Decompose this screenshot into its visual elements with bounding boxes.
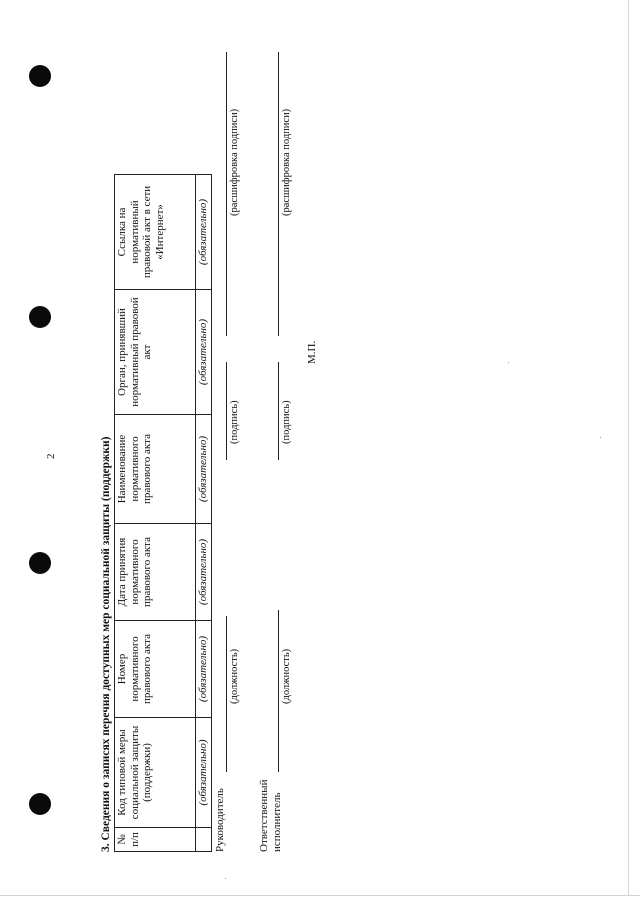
column-header: Номер нормативного правового акта <box>115 621 196 718</box>
table-cell: (обязательно) <box>196 718 212 828</box>
column-header: Орган, принявший нормативный правовой акт <box>115 290 196 415</box>
rotated-landscape-content <box>45 52 320 852</box>
head-signature-caption: (подпись) <box>229 400 240 444</box>
head-position-line <box>226 616 227 772</box>
table-row <box>196 175 212 852</box>
scan-speck <box>600 437 601 438</box>
executor-decoding-caption: (расшифровка подписи) <box>281 108 292 216</box>
head-label: Руководитель <box>214 788 226 852</box>
scan-speck <box>225 878 226 879</box>
measures-table <box>114 174 212 852</box>
executor-signature-caption: (подпись) <box>281 400 292 444</box>
head-decoding-line <box>226 52 227 336</box>
executor-position-caption: (должность) <box>281 648 292 704</box>
stamp-place: М.П. <box>306 340 318 364</box>
table-cell: (обязательно) <box>196 175 212 290</box>
section-title: 3. Сведения о записях перечня доступных мер социальной защиты (поддержки) <box>100 436 112 852</box>
head-signature-line <box>226 362 227 460</box>
binder-hole-icon <box>29 306 51 328</box>
head-decoding-caption: (расшифровка подписи) <box>229 108 240 216</box>
column-header: Дата принятия нормативного правового акта <box>115 524 196 621</box>
table-header-row <box>115 175 196 852</box>
column-header: Ссылка на нормативный правовой акт в сети «Интернет» <box>115 175 196 290</box>
table-cell: (обязательно) <box>196 524 212 621</box>
table-cell: (обязательно) <box>196 290 212 415</box>
executor-position-line <box>278 610 279 772</box>
executor-decoding-line <box>278 52 279 336</box>
scan-edge-line <box>628 0 629 895</box>
page-number: 2 <box>45 453 57 459</box>
table-cell: (обязательно) <box>196 415 212 524</box>
column-header: Наименование нормативного правового акта <box>115 415 196 524</box>
column-header: № п/п <box>115 828 196 852</box>
binder-hole-icon <box>29 793 51 815</box>
table-cell <box>196 828 212 852</box>
scan-edge-line <box>0 895 640 896</box>
head-position-caption: (должность) <box>229 648 240 704</box>
binder-hole-icon <box>29 552 51 574</box>
column-header: Код типовой меры социальной защиты (поддержки) <box>115 718 196 828</box>
binder-hole-icon <box>29 65 51 87</box>
scan-speck <box>508 362 509 363</box>
executor-signature-line <box>278 362 279 460</box>
executor-label: Ответственный исполнитель <box>258 779 283 852</box>
table-cell: (обязательно) <box>196 621 212 718</box>
